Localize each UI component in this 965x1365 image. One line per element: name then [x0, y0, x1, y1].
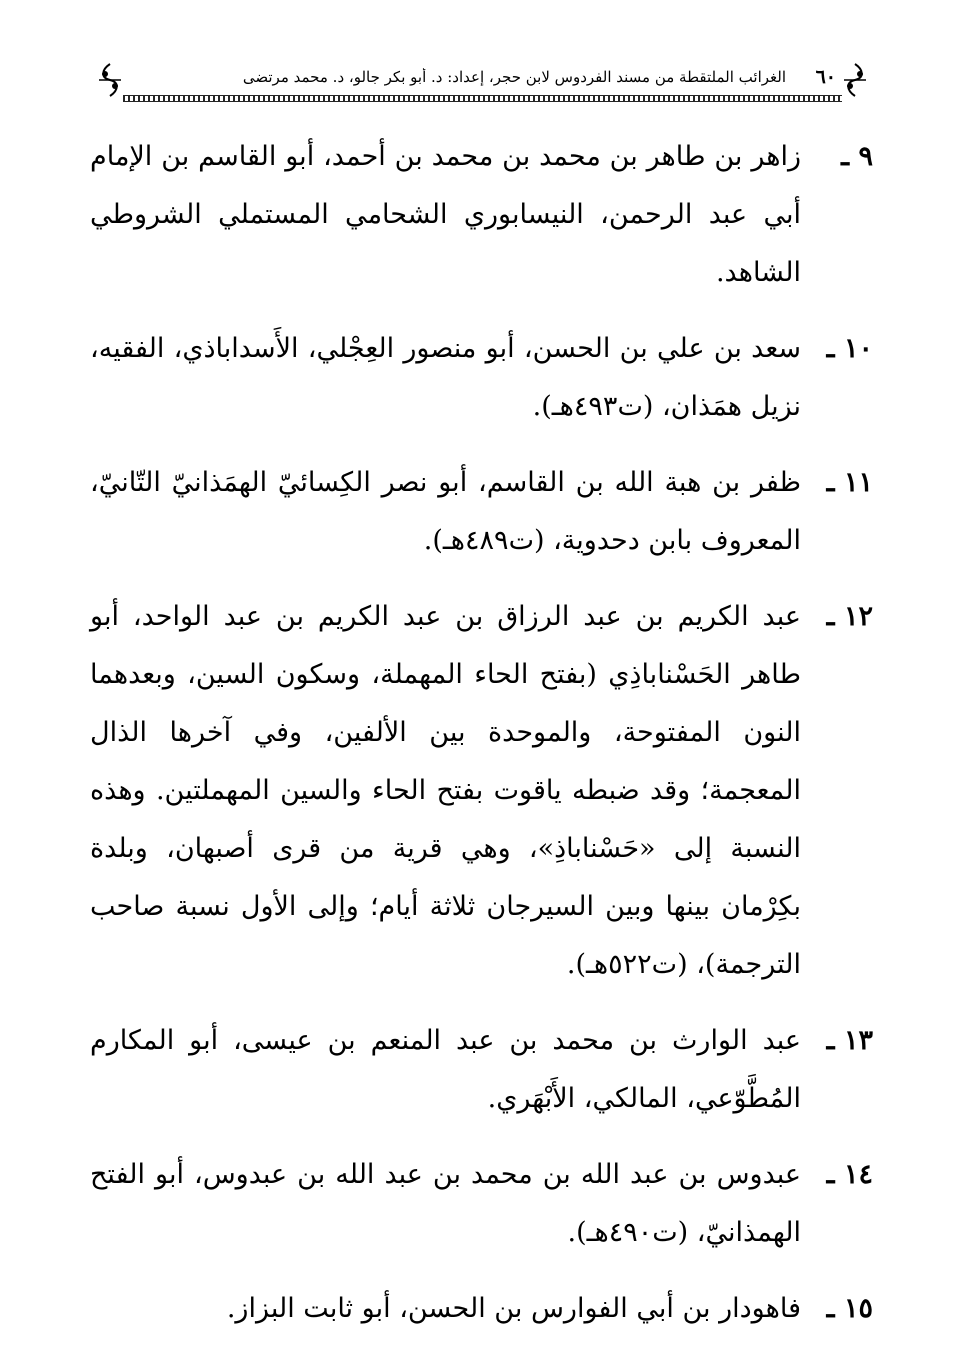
running-title: الغرائب الملتقطة من مسند الفردوس لابن حجر، إعداد: د. أبو بكر جالو، د. محمد مرتضى	[242, 68, 786, 86]
entry-text: زاهر بن طاهر بن محمد بن محمد بن أحمد، أبو القاسم بن الإمام أبي عبد الرحمن، النيسابوري الشحامي المستملي الشروطي الشاهد.	[90, 141, 801, 288]
entry-number: ٩ ـ	[841, 141, 873, 172]
biography-entry	[90, 1012, 873, 1128]
entry-number: ١١ ـ	[826, 467, 873, 498]
entry-text: سعد بن علي بن الحسن، أبو منصور العِجْلي، الأَسداباذي، الفقيه، نزيل همَذان، (ت٤٩٣هـ).	[90, 333, 801, 422]
entry-number: ١٠ ـ	[826, 333, 873, 364]
biography-entry	[90, 1146, 873, 1262]
biography-entry	[90, 1280, 873, 1338]
page-number: ٦٠	[815, 66, 836, 88]
page-header	[95, 60, 870, 108]
decorative-floral-ornament-icon	[840, 62, 870, 98]
entry-number: ١٣ ـ	[826, 1025, 873, 1056]
decorative-floral-ornament-icon	[95, 62, 125, 98]
entry-text: ظفر بن هبة الله بن القاسم، أبو نصر الكِسائيّ الهمَذانيّ التّانيّ، المعروف بابن دحدوية، (ت٤٨٩هـ).	[90, 467, 801, 556]
biography-entry	[90, 588, 873, 994]
entry-text: عبد الكريم بن عبد الرزاق بن عبد الكريم بن عبد الواحد، أبو طاهر الحَسْناباذِي (بفتح الحاء المهملة، وسكون السين، وبعدهما النون المفتوحة، والموحدة بين الألفين، وفي آخرها الذال المعجمة؛ وقد ضبطه ياقوت بفتح الحاء والسين المهملتين. وهذه النسبة إلى «حَسْناباذِ»، وهي قرية من قرى أصبهان، وبلدة بكِرْمان بينها وبين السيرجان ثلاثة أيام؛ وإلى الأول نسبة صاحب الترجمة)، (ت٥٢٢هـ).	[90, 601, 801, 980]
biography-list	[90, 128, 873, 1356]
entry-number: ١٤ ـ	[826, 1159, 873, 1190]
biography-entry	[90, 128, 873, 302]
biography-entry	[90, 454, 873, 570]
biography-entry	[90, 320, 873, 436]
entry-number: ١٢ ـ	[826, 601, 873, 632]
entry-number: ١٥ ـ	[826, 1293, 873, 1324]
entry-text: عبد الوارث بن محمد بن عبد المنعم بن عيسى، أبو المكارم المُطَّوّعي، المالكي، الأَبْهَري.	[90, 1025, 801, 1114]
entry-text: فاهودار بن أبي الفوارس بن الحسن، أبو ثابت البزاز.	[226, 1293, 801, 1324]
header-decorative-rule	[123, 95, 842, 102]
entry-text: عبدوس بن عبد الله بن محمد بن عبد الله بن عبدوس، أبو الفتح الهمذانيّ، (ت٤٩٠هـ).	[90, 1159, 801, 1248]
